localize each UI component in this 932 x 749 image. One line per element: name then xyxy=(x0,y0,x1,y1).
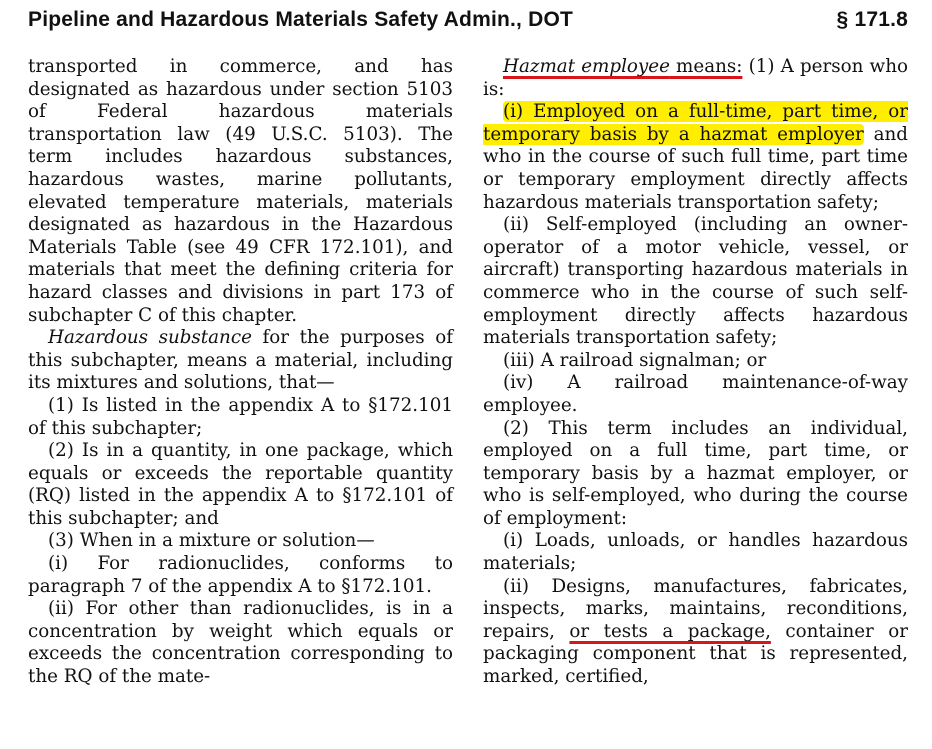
employee-item-i-rest: and who in the course of such full time, part time or temporary employment directly affects hazardous materials transportation safety; xyxy=(483,123,909,213)
continued-definition-paragraph: transported in commerce, and has designated as hazardous under section 5103 of Federal hazardous materials transportation law (49 U.S.C. 5103). The term includes hazardous substances, hazardous wastes, marine pollutants, elevated temperature materials, materials designated as hazardous in the Hazardous Materials Table (see 49 CFR 172.101), and materials that meet the defining criteria for hazard classes and divisions in part 173 of subchapter C of this chapter. xyxy=(28,56,453,326)
list-item-1: (1) Is listed in the appendix A to §172.101 of this subchapter; xyxy=(28,394,453,439)
left-column xyxy=(28,56,453,689)
underlined-term-annotation xyxy=(503,56,742,77)
employee-item-iii: (iii) A railroad signalman; or xyxy=(503,349,767,371)
employee-item-iv: (iv) A railroad maintenance-of-way employee. xyxy=(483,372,908,416)
defined-term-hazardous-substance: Hazardous substance xyxy=(48,327,252,349)
employee-item-i xyxy=(483,101,908,214)
includes-item-ii-start: (ii) Designs, manufactures, fabricates, inspects, marks, maintains, reconditions, repairs, xyxy=(483,575,908,642)
page-header xyxy=(28,6,908,38)
means-text: means: xyxy=(669,56,743,77)
list-item-3-ii: (ii) For other than radionuclides, is in a concentration by weight which equals or exceeds the concentration corresponding to the RQ of the mate- xyxy=(28,598,453,688)
header-title: Pipeline and Hazardous Materials Safety Admin., DOT xyxy=(28,8,574,31)
hazardous-substance-definition xyxy=(28,327,453,395)
defined-term-hazmat-employee: Hazmat employee xyxy=(503,56,670,77)
hazardous-substance-text: for the purposes of this subchapter, means a material, including its mixtures and solutions, that— xyxy=(28,327,453,394)
hazmat-employee-definition xyxy=(483,56,908,101)
list-item-3-i: (i) For radionuclides, conforms to paragraph 7 of the appendix A to §172.101. xyxy=(28,553,453,597)
includes-item-ii xyxy=(483,576,908,689)
includes-item-i: (i) Loads, unloads, or handles hazardous materials; xyxy=(483,530,908,575)
underlined-phrase-annotation: or tests a package, xyxy=(569,620,771,642)
includes-item-ii-end: container or packaging component that is represented, marked, certified, xyxy=(483,620,909,688)
right-column xyxy=(483,56,908,689)
highlighted-text-annotation: (i) Employed on a full-time, part time, or temporary basis by a hazmat employer xyxy=(483,101,908,145)
section-number: § 171.8 xyxy=(836,8,908,31)
hazmat-employee-intro: (1) A person who is: xyxy=(483,56,908,100)
list-item-2: (2) Is in a quantity, in one package, which equals or exceeds the reportable quantity (RQ) listed in the appendix A to §172.101 of this subchapter; and xyxy=(28,440,453,529)
term-includes-paragraph: (2) This term includes an individual, employed on a full time, part time, or temporary basis by a hazmat employer, or who is self-employed, who during the course of employment: xyxy=(483,417,908,529)
list-item-3: (3) When in a mixture or solution— xyxy=(48,530,375,552)
employee-item-ii: (ii) Self-employed (including an owner-operator of a motor vehicle, vessel, or aircraft) transporting hazardous materials in commerce who in the course of such self-employment directly affects hazardous materials transportation safety; xyxy=(483,214,908,349)
